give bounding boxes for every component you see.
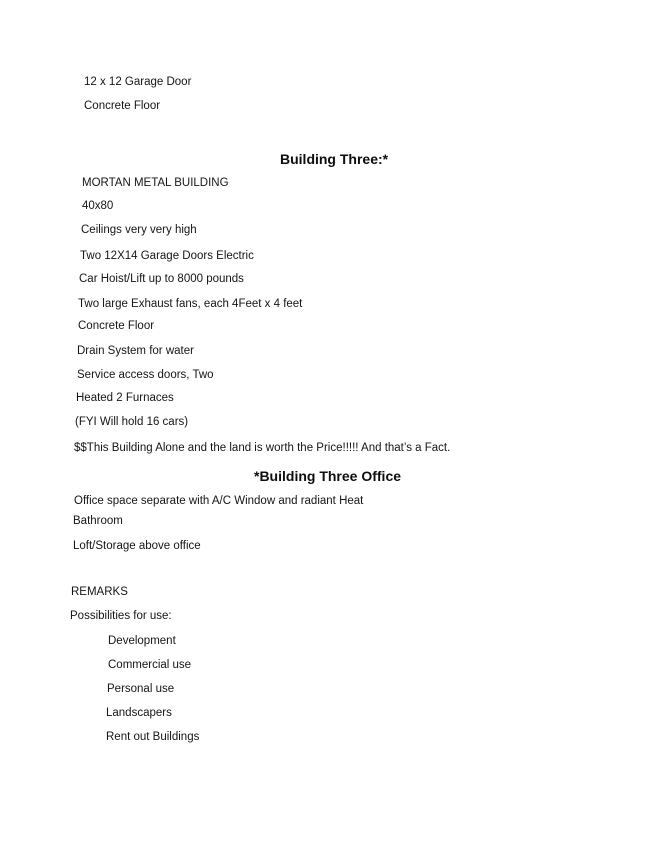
building-three-item: Concrete Floor [78, 320, 155, 332]
building-three-item: Car Hoist/Lift up to 8000 pounds [79, 273, 244, 285]
office-item: Office space separate with A/C Window and radiant Heat [74, 495, 364, 507]
office-item: Loft/Storage above office [73, 540, 201, 552]
building-three-item: Two 12X14 Garage Doors Electric [80, 250, 254, 262]
remarks-label: REMARKS [71, 586, 128, 598]
building-three-item: MORTAN METAL BUILDING [82, 177, 229, 189]
building-three-item: Heated 2 Furnaces [76, 392, 174, 404]
use-item: Development [108, 635, 176, 647]
building-three-item: Drain System for water [77, 345, 194, 357]
use-item: Landscapers [106, 707, 172, 719]
building-three-heading: Building Three:* [280, 151, 389, 167]
top-item-concrete-floor: Concrete Floor [84, 100, 161, 112]
office-item: Bathroom [73, 515, 123, 527]
building-three-item: 40x80 [82, 200, 114, 212]
building-three-item: Ceilings very very high [81, 224, 197, 236]
use-item: Personal use [107, 683, 175, 695]
top-item-garage-door: 12 x 12 Garage Door [84, 76, 192, 88]
building-three-item: Two large Exhaust fans, each 4Feet x 4 feet [78, 298, 303, 310]
remarks-intro: Possibilities for use: [70, 610, 172, 622]
building-three-item: $$This Building Alone and the land is worth the Price!!!!! And that’s a Fact. [74, 442, 451, 454]
use-item: Commercial use [108, 659, 192, 671]
building-three-item: (FYI Will hold 16 cars) [75, 416, 189, 428]
building-three-item: Service access doors, Two [77, 369, 214, 381]
building-three-office-heading: *Building Three Office [254, 468, 402, 484]
use-item: Rent out Buildings [106, 731, 200, 743]
